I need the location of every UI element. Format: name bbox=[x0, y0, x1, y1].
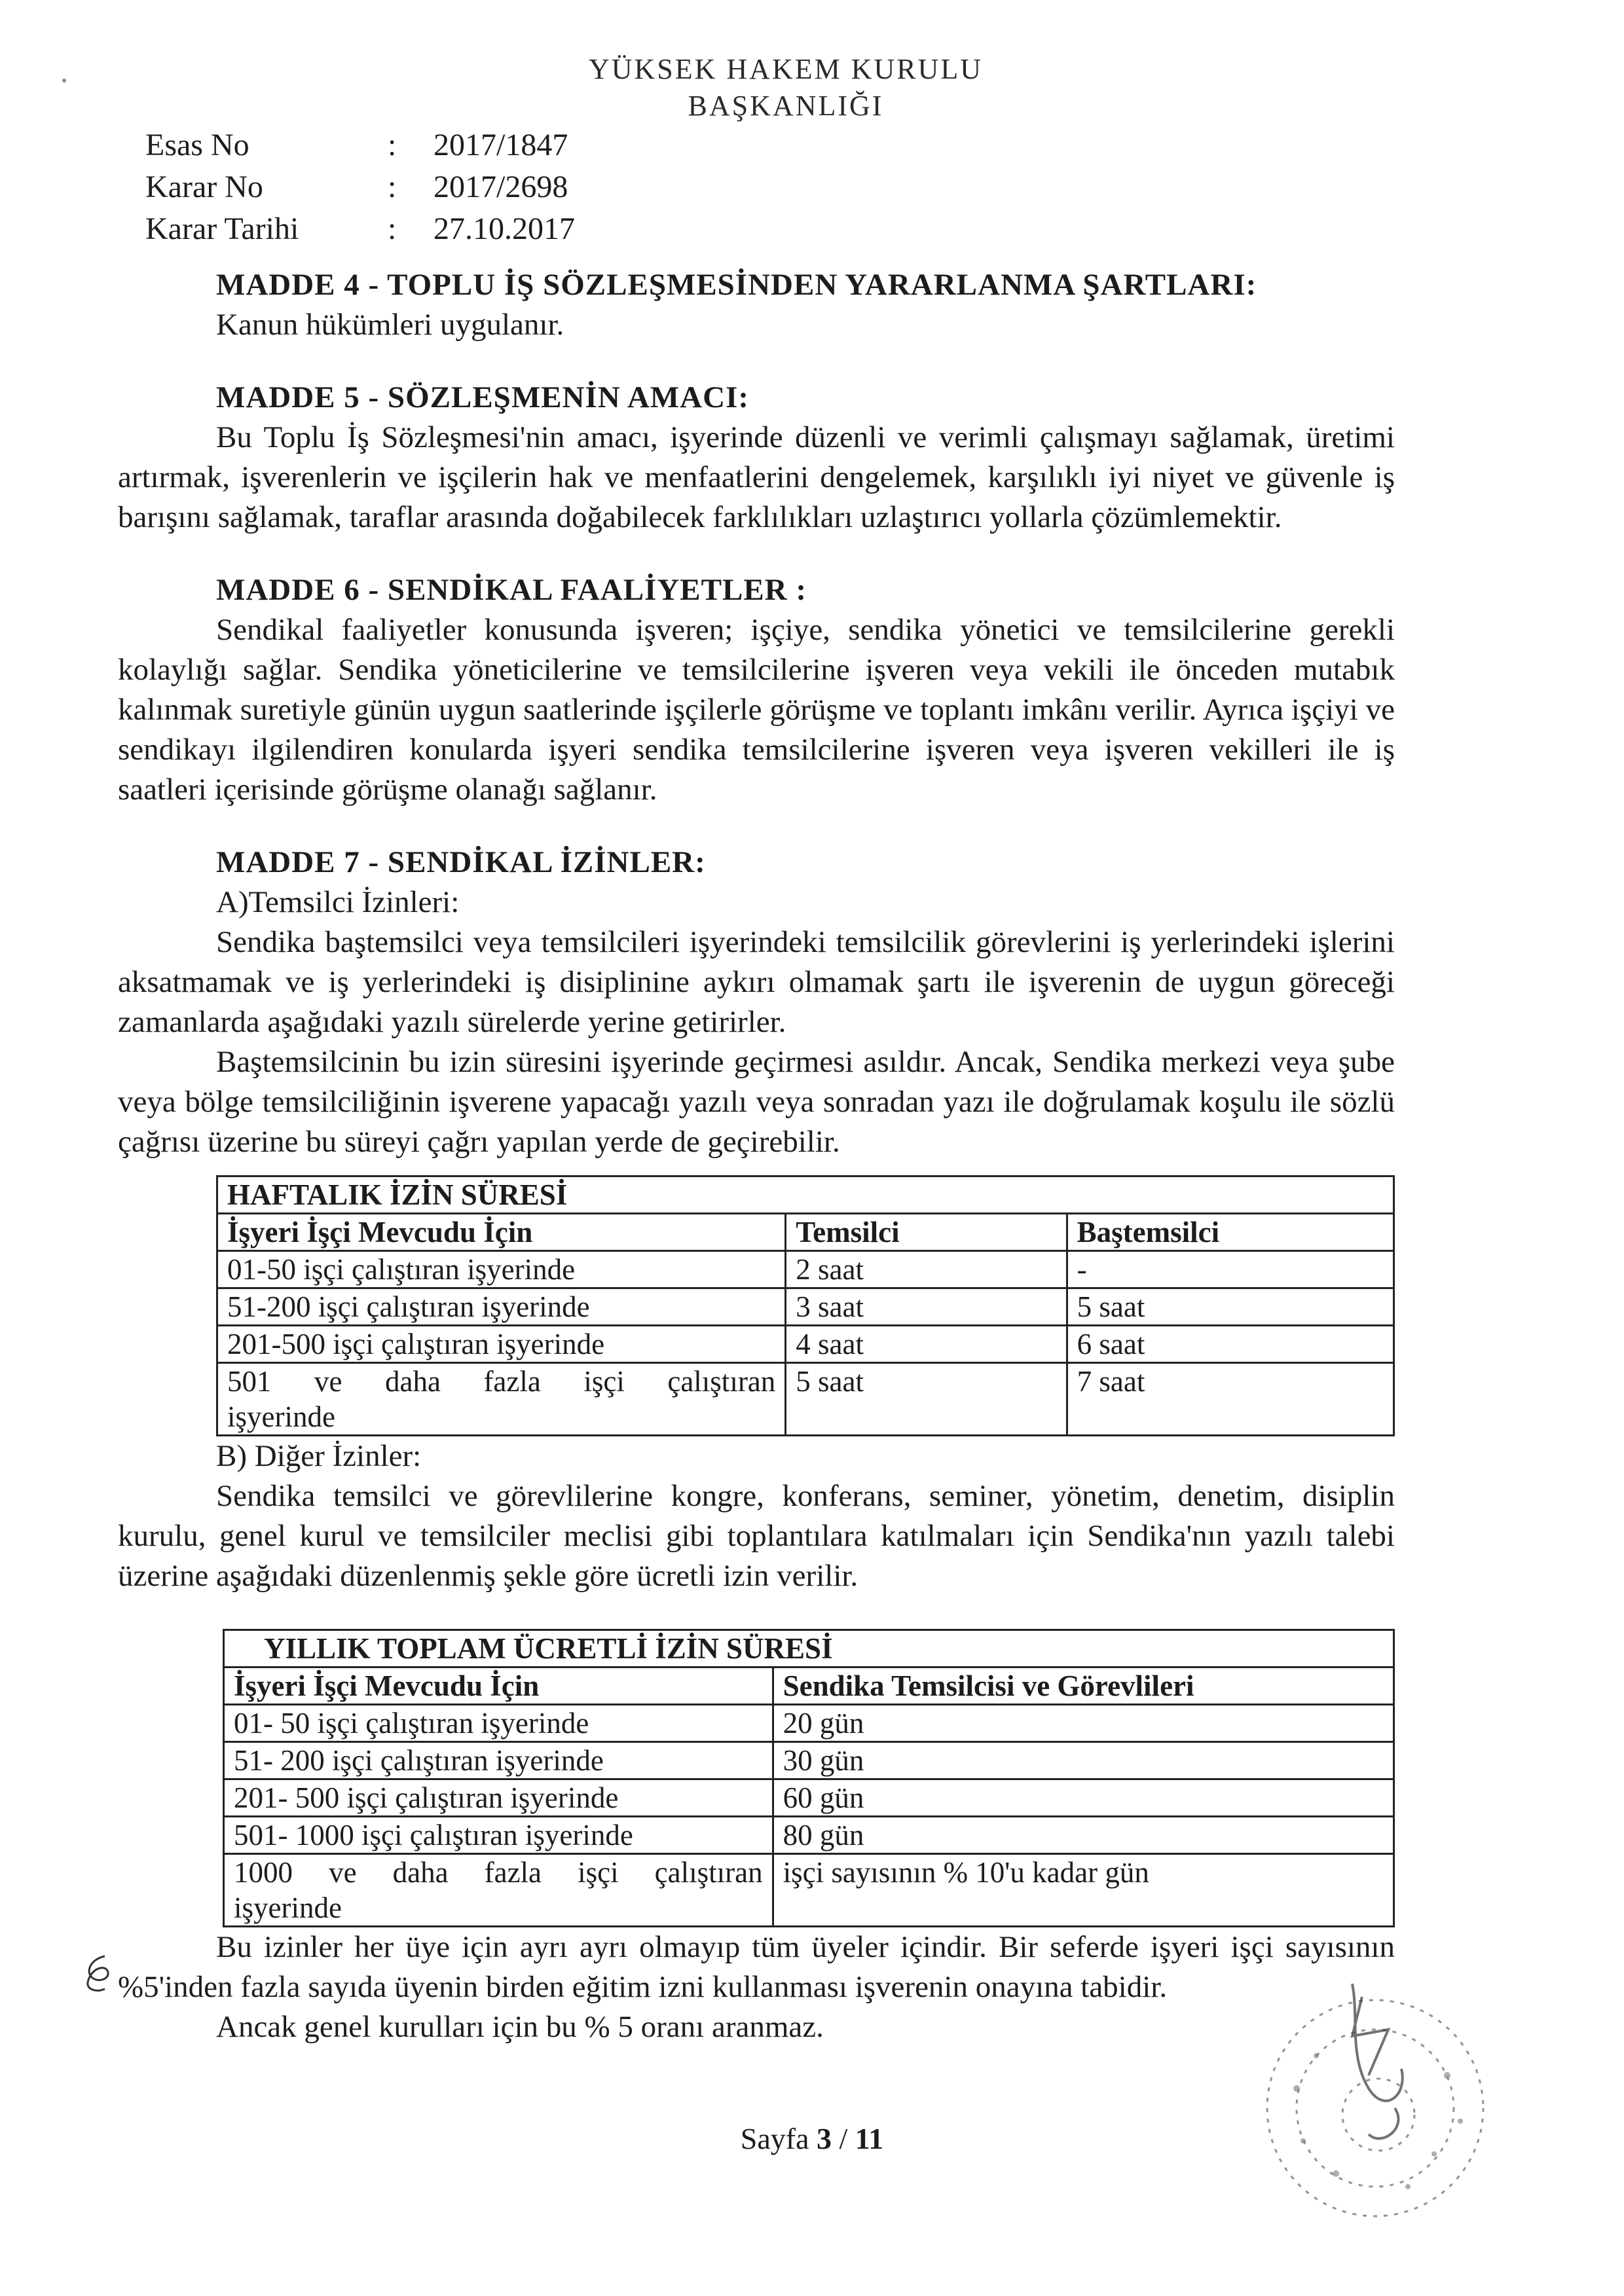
table-cell: 80 gün bbox=[773, 1817, 1393, 1854]
madde6-heading: MADDE 6 - SENDİKAL FAALİYETLER : bbox=[216, 573, 807, 607]
table-cell: 6 saat bbox=[1067, 1326, 1393, 1363]
cell-line: işyerinde bbox=[234, 1891, 342, 1924]
page-number-sep: / bbox=[839, 2122, 848, 2155]
table-cell: işçi sayısının % 10'u kadar gün bbox=[773, 1854, 1393, 1927]
table-cell: 2 saat bbox=[786, 1251, 1067, 1288]
table-title: HAFTALIK İZİN SÜRESİ bbox=[217, 1176, 1394, 1214]
column-header: İşyeri İşçi Mevcudu İçin bbox=[217, 1214, 786, 1251]
official-seal-stamp bbox=[1238, 1958, 1500, 2232]
madde7-sub-b: B) Diğer İzinler: bbox=[216, 1439, 422, 1473]
meta-row-esas bbox=[145, 124, 575, 166]
table-cell: 201- 500 işçi çalıştıran işyerinde bbox=[224, 1779, 773, 1817]
table-cell: 4 saat bbox=[786, 1326, 1067, 1363]
meta-colon: : bbox=[388, 128, 397, 162]
cell-line: 501 ve daha fazla işçi çalıştıran bbox=[227, 1365, 776, 1398]
madde4-text: Kanun hükümleri uygulanır. bbox=[216, 308, 564, 342]
table-cell: 201-500 işçi çalıştıran işyerinde bbox=[217, 1326, 786, 1363]
meta-colon: : bbox=[388, 211, 397, 246]
cell-line: işyerinde bbox=[227, 1400, 335, 1433]
document-body bbox=[118, 265, 1395, 2047]
table-row bbox=[217, 1326, 1394, 1363]
meta-value: 2017/1847 bbox=[434, 128, 568, 162]
table-cell: - bbox=[1067, 1251, 1393, 1288]
madde7-para3: Sendika temsilci ve görevlilerine kongre, konferans, seminer, yönetim, denetim, disiplin kurulu, genel kurul ve temsilciler meclisi gibi toplantılara katılmaları için Sendika'nın yazılı talebi üzerine aşağıdaki düzenlenmiş şekle göre ücretli izin verilir. bbox=[118, 1479, 1395, 1593]
institution-name: YÜKSEK HAKEM KURULU bbox=[588, 53, 984, 85]
case-meta bbox=[145, 124, 575, 250]
table-cell: 7 saat bbox=[1067, 1363, 1393, 1436]
scan-speck bbox=[62, 79, 66, 82]
table-cell bbox=[224, 1854, 773, 1927]
table-cell: 01- 50 işçi çalıştıran işyerinde bbox=[224, 1705, 773, 1742]
table-row bbox=[224, 1742, 1394, 1779]
table-row bbox=[217, 1251, 1394, 1288]
table-row bbox=[217, 1363, 1394, 1436]
madde7-heading: MADDE 7 - SENDİKAL İZİNLER: bbox=[216, 845, 706, 879]
madde7-para2: Baştemsilcinin bu izin süresini işyerinde geçirmesi asıldır. Ancak, Sendika merkezi veya şube veya bölge temsilciliğinin işverene yapacağı yazılı veya sonradan yazı ile doğrulamak koşulu ile sözlü çağrısı üzerine bu süreyi çağrı yapılan yerde de geçirebilir. bbox=[118, 1045, 1395, 1159]
table-cell: 3 saat bbox=[786, 1288, 1067, 1326]
institution-header bbox=[576, 51, 995, 124]
table-row bbox=[224, 1817, 1394, 1854]
madde7-sub-a: A)Temsilci İzinleri: bbox=[216, 885, 460, 919]
table-cell: 60 gün bbox=[773, 1779, 1393, 1817]
page-number-total: 11 bbox=[855, 2122, 884, 2155]
table-header-row bbox=[224, 1667, 1394, 1705]
cell-line: 1000 ve daha fazla işçi çalıştıran bbox=[234, 1856, 763, 1889]
table-title-row bbox=[217, 1176, 1394, 1214]
column-header: Temsilci bbox=[786, 1214, 1067, 1251]
meta-label: Karar Tarihi bbox=[145, 211, 299, 246]
meta-value: 2017/2698 bbox=[434, 170, 568, 204]
meta-label: Esas No bbox=[145, 128, 249, 162]
madde7-para1: Sendika baştemsilci veya temsilcileri işyerindeki temsilcilik görevlerini iş yerlerindeki işlerini aksatmamak ve iş yerlerindeki iş disiplinine aykırı olmamak şartı ile işverenin de uygun göreceği zamanlarda aşağıdaki yazılı sürelerde yerine getirirler. bbox=[118, 925, 1395, 1039]
madde4-heading: MADDE 4 - TOPLU İŞ SÖZLEŞMESİNDEN YARARLANMA ŞARTLARI: bbox=[216, 268, 1257, 302]
meta-value: 27.10.2017 bbox=[434, 211, 575, 246]
table-row bbox=[224, 1779, 1394, 1817]
table-cell: 30 gün bbox=[773, 1742, 1393, 1779]
table-header-row bbox=[217, 1214, 1394, 1251]
table-cell: 20 gün bbox=[773, 1705, 1393, 1742]
annual-leave-table bbox=[223, 1629, 1395, 1927]
column-header: Baştemsilci bbox=[1067, 1214, 1393, 1251]
madde5-text: Bu Toplu İş Sözleşmesi'nin amacı, işyerinde düzenli ve verimli çalışmayı sağlamak, üretimi artırmak, işverenlerin ve işçilerin hak ve menfaatlerini dengelemek, karşılıklı iyi niyet ve güvenle iş barışını sağlamak, taraflar arasında doğabilecek farklılıkları uzlaştırıcı yollarla çözümlemektir. bbox=[118, 420, 1395, 534]
table-row bbox=[224, 1705, 1394, 1742]
column-header: İşyeri İşçi Mevcudu İçin bbox=[224, 1667, 773, 1705]
page-number-current: 3 bbox=[817, 2122, 832, 2155]
weekly-leave-table bbox=[216, 1175, 1395, 1436]
institution-unit: BAŞKANLIĞI bbox=[688, 90, 884, 122]
table-cell: 5 saat bbox=[1067, 1288, 1393, 1326]
table-cell: 51-200 işçi çalıştıran işyerinde bbox=[217, 1288, 786, 1326]
madde7-para4: Bu izinler her üye için ayrı ayrı olmayıp tüm üyeler içindir. Bir seferde işyeri işçi sayısının %5'inden fazla sayıda üyenin birden eğitim izni kullanması işverenin onayına tabidir. bbox=[118, 1930, 1395, 2004]
table-cell: 51- 200 işçi çalıştıran işyerinde bbox=[224, 1742, 773, 1779]
table-row bbox=[217, 1288, 1394, 1326]
table-cell: 01-50 işçi çalıştıran işyerinde bbox=[217, 1251, 786, 1288]
madde6-text: Sendikal faaliyetler konusunda işveren; işçiye, sendika yönetici ve temsilcilerine gerekli kolaylığı sağlar. Sendika yöneticilerine ve temsilcilerine işveren veya vekili ile önceden mutabık kalınmak suretiyle günün uygun saatlerinde işçilerle görüşme ve toplantı imkânı verilir. Ayrıca işçiyi ve sendikayı ilgilendiren konularda işyeri sendika temsilcilerine işveren veya işveren vekilleri ile iş saatleri içerisinde görüşme olanağı sağlanır. bbox=[118, 613, 1395, 807]
table-title-row bbox=[224, 1630, 1394, 1667]
column-header: Sendika Temsilcisi ve Görevlileri bbox=[773, 1667, 1393, 1705]
meta-colon: : bbox=[388, 170, 397, 204]
initials-mark bbox=[79, 1951, 118, 1997]
table-cell bbox=[217, 1363, 786, 1436]
table-cell: 501- 1000 işçi çalıştıran işyerinde bbox=[224, 1817, 773, 1854]
meta-row-tarih bbox=[145, 208, 575, 250]
table-title: YILLIK TOPLAM ÜCRETLİ İZİN SÜRESİ bbox=[224, 1630, 1394, 1667]
madde5-heading: MADDE 5 - SÖZLEŞMENİN AMACI: bbox=[216, 380, 749, 414]
page-number-prefix: Sayfa bbox=[740, 2122, 809, 2155]
madde7-para5: Ancak genel kurulları için bu % 5 oranı aranmaz. bbox=[216, 2010, 824, 2044]
table-row bbox=[224, 1854, 1394, 1927]
table-cell: 5 saat bbox=[786, 1363, 1067, 1436]
meta-row-karar bbox=[145, 166, 575, 208]
meta-label: Karar No bbox=[145, 170, 263, 204]
